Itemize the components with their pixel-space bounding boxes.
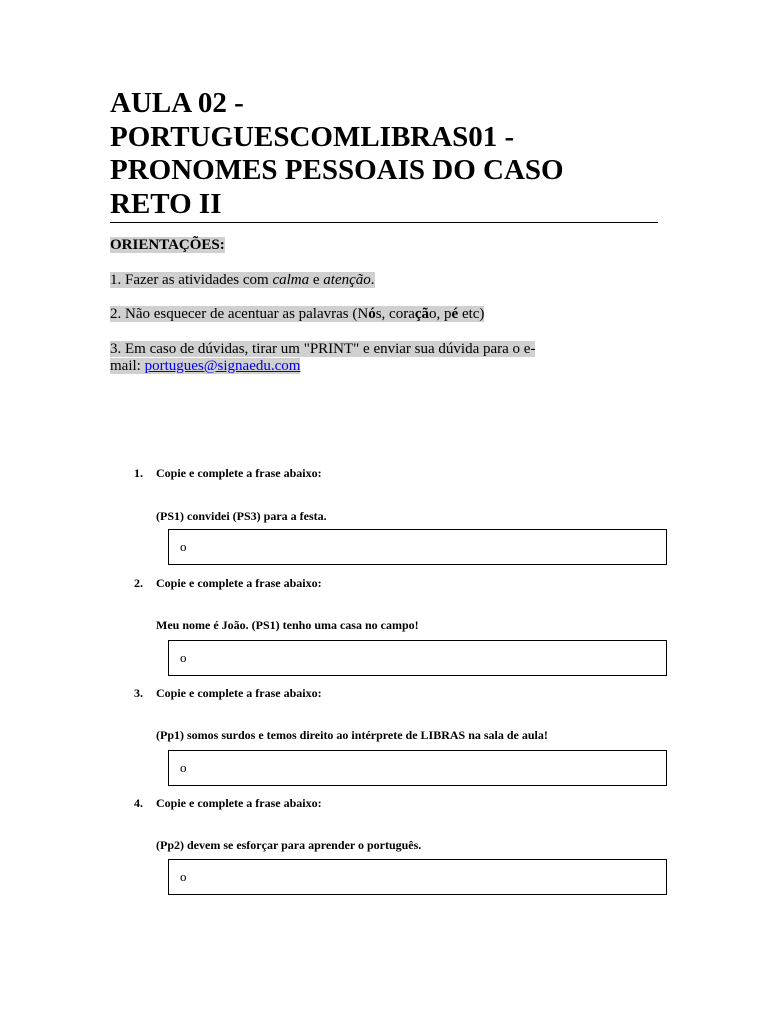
title-line-2: PORTUGUESCOMLIBRAS01 -: [110, 120, 515, 153]
orientacao-1-middle: e: [309, 272, 324, 288]
orientacao-item-1-highlight: [110, 272, 375, 288]
orientacao-1-word-calma: calma: [272, 272, 310, 288]
orientacao-2-text-3: etc): [458, 306, 485, 322]
question-2-instruction: Copie e complete a frase abaixo:: [156, 576, 322, 590]
orientacao-1-word-atencao: atenção: [323, 272, 371, 288]
title-line-1: AULA 02 -: [110, 87, 244, 119]
question-3-instruction: Copie e complete a frase abaixo:: [156, 686, 322, 700]
orientacao-1-prefix: 1. Fazer as atividades com: [110, 272, 273, 288]
question-3-answer-box[interactable]: [168, 750, 667, 786]
orientacao-1-suffix: .: [370, 272, 375, 288]
orientacao-item-2: [110, 306, 484, 323]
orientacao-2-bold-2: çã: [414, 306, 430, 322]
orientacao-item-1: [110, 272, 375, 289]
orientacao-3-text: 3. Em caso de dúvidas, tirar um "PRINT" e enviar sua dúvida para o e-mail:: [110, 341, 536, 374]
orientacoes-heading-text: ORIENTAÇÕES:: [110, 237, 225, 253]
question-1-answer-box[interactable]: [168, 529, 667, 565]
orientacao-item-3-highlight: [110, 341, 535, 374]
question-4-answer-box[interactable]: [168, 859, 667, 895]
email-link[interactable]: portugues@signaedu.com: [144, 358, 301, 374]
orientacao-item-3: [110, 341, 560, 375]
orientacao-item-2-highlight: [110, 306, 484, 322]
question-4-sentence: (Pp2) devem se esforçar para aprender o português.: [156, 838, 422, 852]
orientacao-2-bold-1: ó: [368, 306, 376, 322]
question-4-number: 4.: [134, 796, 143, 810]
orientacao-2-text-2: o, p: [429, 306, 452, 322]
orientacao-2-bold-3: é: [451, 306, 459, 322]
document-title: [110, 87, 658, 223]
title-line-3: PRONOMES PESSOAIS DO CASO: [110, 154, 564, 186]
question-4-instruction: Copie e complete a frase abaixo:: [156, 796, 322, 810]
question-1-sentence: (PS1) convidei (PS3) para a festa.: [156, 509, 327, 523]
question-3-sentence: (Pp1) somos surdos e temos direito ao intérprete de LIBRAS na sala de aula!: [156, 728, 548, 742]
question-1-number: 1.: [134, 466, 143, 480]
question-2-number: 2.: [134, 576, 143, 590]
title-line-4: RETO II: [110, 187, 222, 220]
question-2-answer-box[interactable]: [168, 640, 667, 676]
question-4-answer-bullet: o: [180, 869, 187, 884]
orientacao-2-prefix: 2. Não esquecer de acentuar as palavras (N: [110, 306, 369, 322]
question-3-number: 3.: [134, 686, 143, 700]
question-2-sentence: Meu nome é João. (PS1) tenho uma casa no campo!: [156, 618, 419, 632]
orientacao-2-text-1: s, cora: [375, 306, 415, 322]
question-1-answer-bullet: o: [180, 539, 187, 554]
question-1-instruction: Copie e complete a frase abaixo:: [156, 466, 322, 480]
question-2-answer-bullet: o: [180, 650, 187, 665]
question-3-answer-bullet: o: [180, 760, 187, 775]
orientacoes-heading: [110, 237, 225, 254]
